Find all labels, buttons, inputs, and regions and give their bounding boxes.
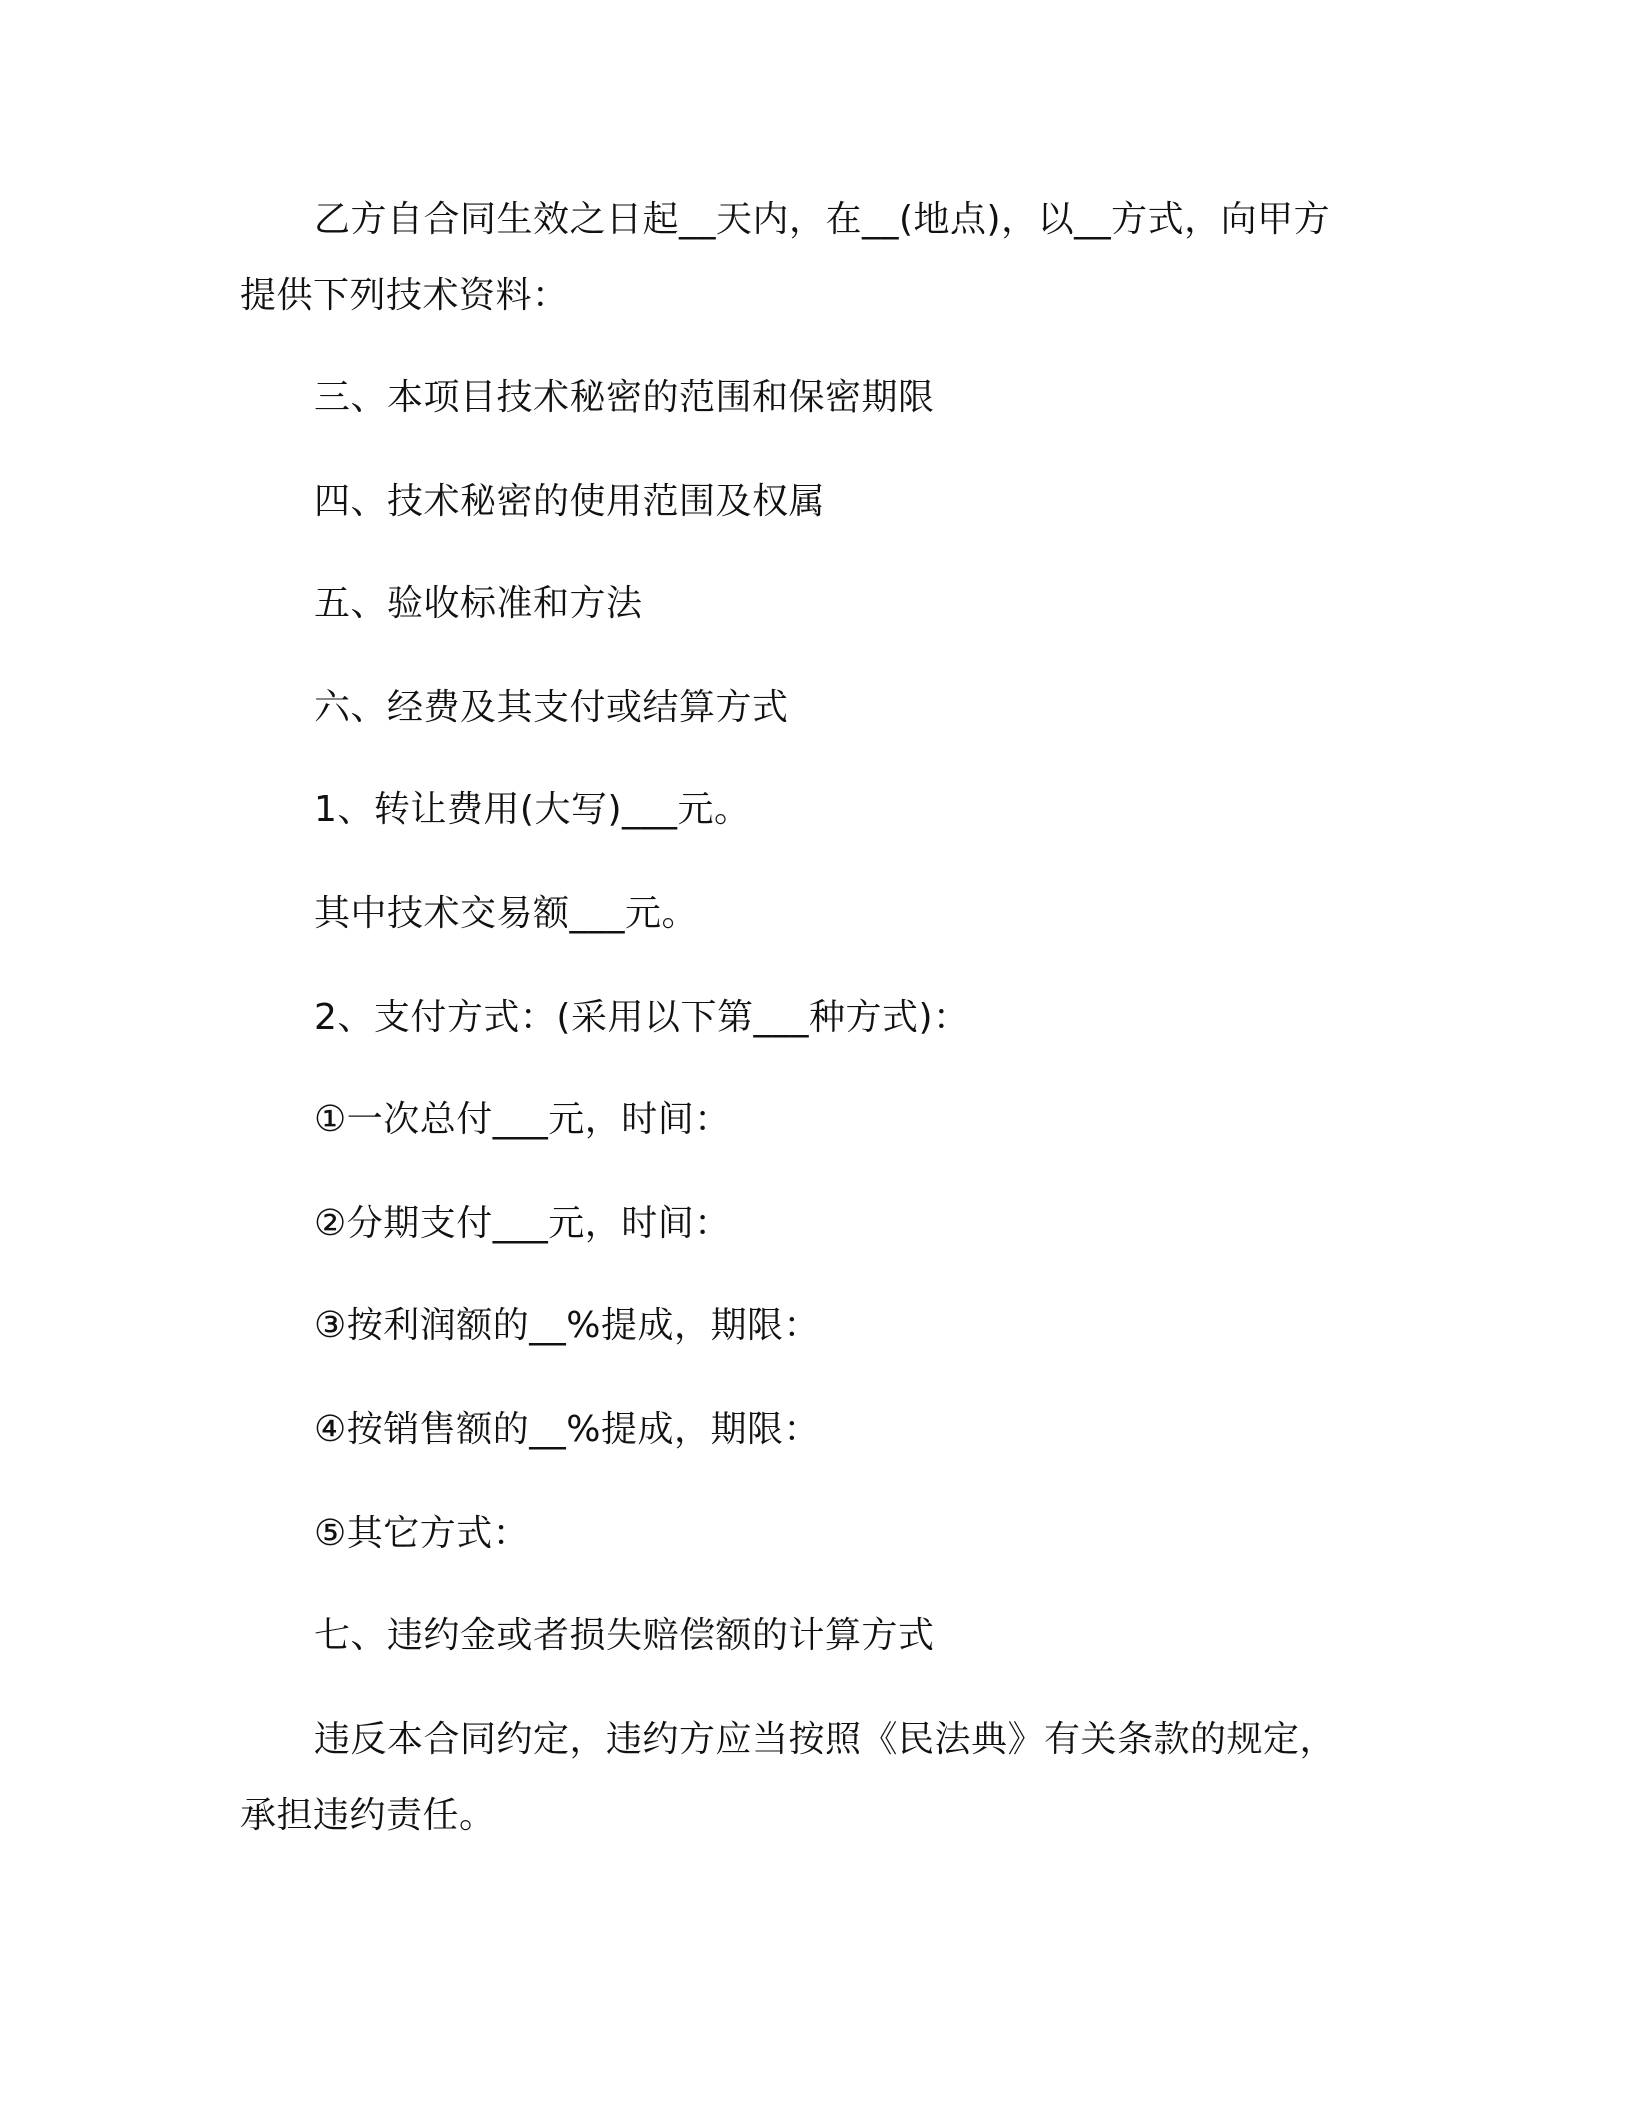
list-item: ①一次总付___元，时间：: [314, 1099, 731, 1140]
paragraph-line: 乙方自合同生效之日起__天内，在__(地点)，以__方式，向甲方: [314, 199, 1331, 240]
list-item: ④按销售额的__%提成，期限：: [314, 1409, 820, 1450]
paragraph-line: 违反本合同约定，违约方应当按照《民法典》有关条款的规定，: [314, 1719, 1337, 1760]
paragraph-line: 2、支付方式：(采用以下第___种方式)：: [314, 997, 970, 1038]
list-item: ③按利润额的__%提成，期限：: [314, 1305, 820, 1346]
paragraph-line: 1、转让费用(大写)___元。: [314, 789, 751, 830]
list-item: ⑤其它方式：: [314, 1513, 530, 1554]
paragraph-line: 承担违约责任。: [240, 1795, 496, 1836]
section-heading: 七、违约金或者损失赔偿额的计算方式: [314, 1615, 935, 1656]
section-heading: 三、本项目技术秘密的范围和保密期限: [314, 377, 935, 418]
section-heading: 六、经费及其支付或结算方式: [314, 687, 789, 728]
paragraph-line: 提供下列技术资料：: [240, 275, 569, 316]
list-item: ②分期支付___元，时间：: [314, 1203, 731, 1244]
section-heading: 五、验收标准和方法: [314, 583, 643, 624]
section-heading: 四、技术秘密的使用范围及权属: [314, 481, 826, 522]
paragraph-line: 其中技术交易额___元。: [314, 893, 699, 934]
